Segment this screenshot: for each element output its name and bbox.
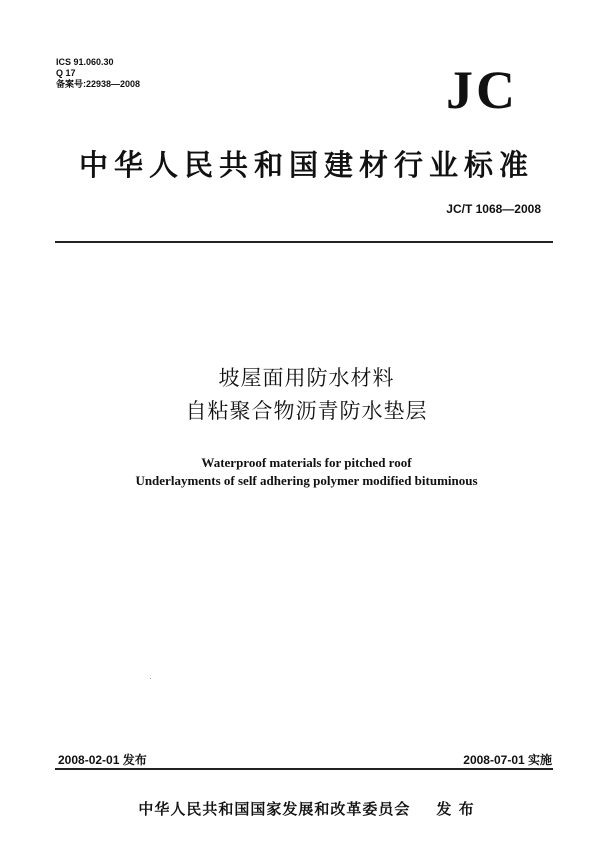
standard-category-title: 中华人民共和国建材行业标准	[78, 148, 534, 182]
record-number: 备案号:22938—2008	[56, 79, 141, 89]
standard-code-logo: JC	[446, 60, 518, 120]
standard-number: JC/T 1068—2008	[446, 202, 541, 216]
issuer-line	[0, 798, 613, 819]
chinese-title-line-2: 自粘聚合物沥青防水垫层	[185, 399, 428, 423]
scan-speck	[150, 678, 151, 679]
implementation-date: 2008-07-01 实施	[463, 753, 552, 767]
english-title-line-1: Waterproof materials for pitched roof	[201, 455, 412, 470]
ccs-number: Q 17	[56, 68, 76, 78]
classification-block	[56, 57, 140, 90]
chinese-title-line-1: 坡屋面用防水材料	[218, 366, 395, 390]
issue-date: 2008-02-01 发布	[58, 753, 147, 767]
english-title-line-2: Underlayments of self adhering polymer modified bituminous	[135, 473, 478, 488]
ics-number: ICS 91.060.30	[56, 57, 114, 67]
issue-action: 发 布	[436, 800, 475, 818]
issuer-name: 中华人民共和国国家发展和改革委员会	[138, 800, 411, 818]
bottom-divider	[55, 768, 553, 770]
top-divider	[55, 241, 553, 243]
